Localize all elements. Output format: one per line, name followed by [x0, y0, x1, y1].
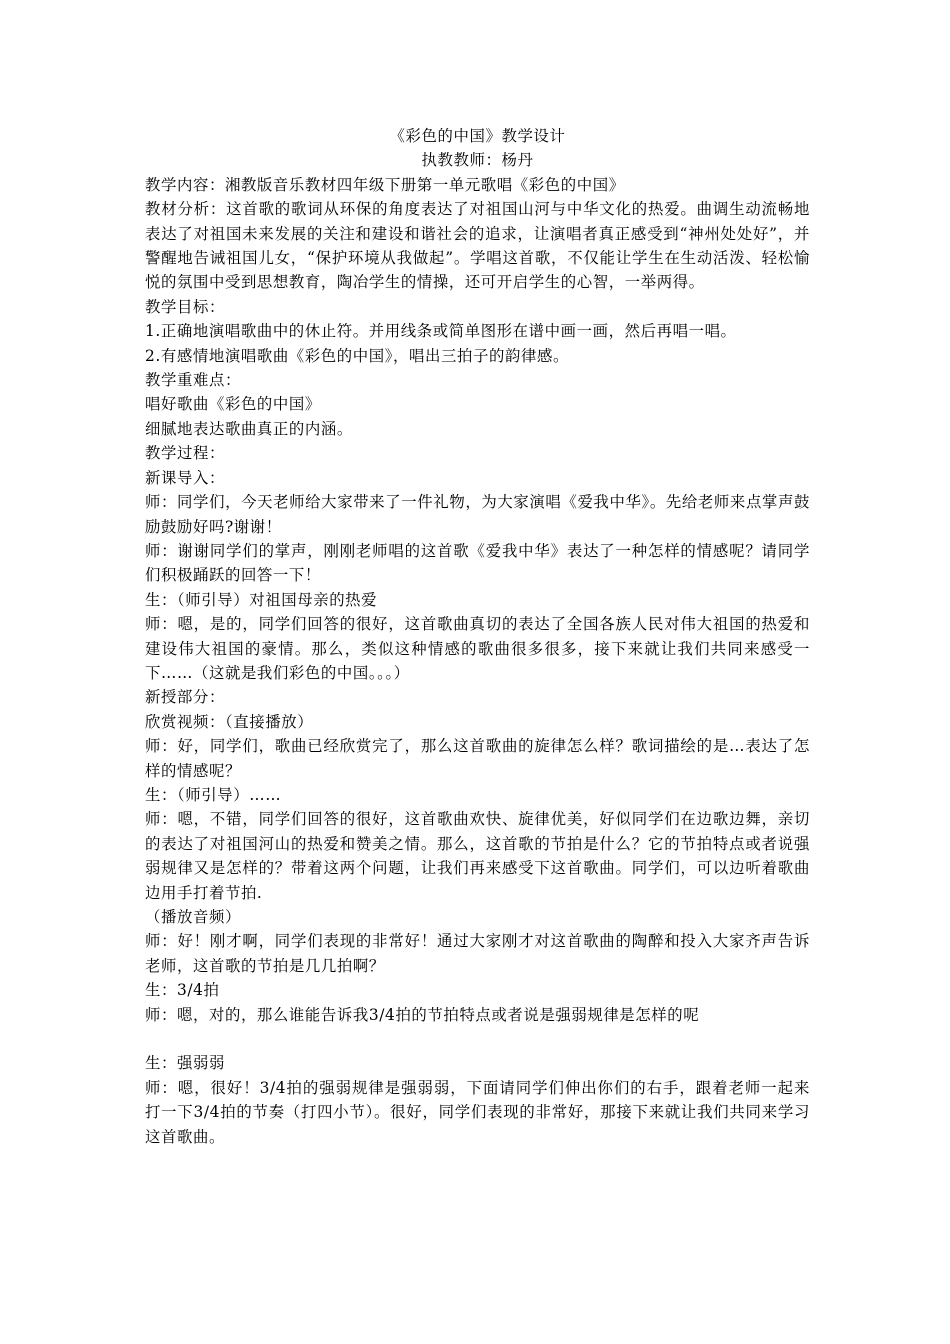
paragraph: 生：强弱弱 [145, 1054, 225, 1073]
paragraph: 2.有感情地演唱歌曲《彩色的中国》，唱出三拍子的韵律感。 [145, 346, 569, 365]
paragraph: 师：嗯，是的，同学们回答的很好，这首歌曲真切的表达了全国各族人民对伟大祖国的热爱和建设伟大祖国的豪情。那么，类似这种情感的歌曲很多很多，接下来就让我们共同来感受一下……（这就是我们彩色的中国。。。） [145, 615, 810, 682]
paragraph: 师：嗯，对的，那么谁能告诉我3/4拍的节拍特点或者说是强弱规律是怎样的呢 [145, 1005, 700, 1024]
teacher-name: 执教教师：杨丹 [421, 151, 534, 170]
paragraph: 1.正确地演唱歌曲中的休止符。并用线条或简单图形在谱中画一画，然后再唱一唱。 [145, 322, 737, 341]
paragraph: 师：嗯，不错，同学们回答的很好，这首歌曲欢快、旋律优美，好似同学们在边歌边舞，亲切的表达了对祖国河山的热爱和赞美之情。那么，这首歌的节拍是什么？它的节拍特点或者说强弱规律又是怎样的？带着这两个问题，让我们再来感受下这首歌曲。同学们，可以边听着歌曲边用手打着节拍. [145, 810, 810, 902]
paragraph: 师：好，同学们，歌曲已经欣赏完了，那么这首歌曲的旋律怎么样？歌词描绘的是…表达了怎样的情感呢？ [145, 737, 810, 780]
paragraph: 教学目标： [145, 297, 225, 316]
paragraph: 师：谢谢同学们的掌声，刚刚老师唱的这首歌《爱我中华》表达了一种怎样的情感呢？请同学们积极踊跃的回答一下！ [145, 541, 810, 585]
document-title: 《彩色的中国》教学设计 [389, 127, 566, 145]
paragraph: 师：嗯，很好！3/4拍的强弱规律是强弱弱，下面请同学们伸出你们的右手，跟着老师一起来打一下3/4拍的节奏（打四小节）。很好，同学们表现的非常好，那接下来就让我们共同来学习这首歌曲。 [145, 1078, 810, 1146]
paragraph: 欣赏视频：（直接播放） [145, 712, 314, 731]
paragraph: 师：好！刚才啊，同学们表现的非常好！通过大家刚才对这首歌曲的陶醉和投入大家齐声告诉老师，这首歌的节拍是几几拍啊？ [145, 932, 810, 975]
paragraph: 教材分析：这首歌的歌词从环保的角度表达了对祖国山河与中华文化的热爱。曲调生动流畅地表达了对祖国未来发展的关注和建设和谐社会的追求，让演唱者真正感受到“神州处处好”，并警醒地告诫祖国儿女，“保护环境从我做起”。学唱这首歌，不仅能让学生在生动活泼、轻松愉悦的氛围中受到思想教育，陶冶学生的情操，还可开启学生的心智，一举两得。 [145, 200, 810, 292]
paragraph: 教学过程： [145, 444, 225, 463]
paragraph [145, 1027, 810, 1051]
document-body [145, 124, 810, 1149]
paragraph: 生：3/4拍 [145, 981, 220, 1000]
paragraph: 新授部分： [145, 688, 225, 707]
paragraph: 唱好歌曲《彩色的中国》 [145, 395, 321, 414]
paragraph: 生：（师引导）…… [145, 785, 282, 804]
paragraph: 细腻地表达歌曲真正的内涵。 [145, 419, 353, 438]
paragraph: 教学重难点： [145, 371, 241, 390]
paragraph: （播放音频） [145, 908, 241, 926]
paragraph-list [145, 173, 810, 1149]
paragraph: 生：（师引导）对祖国母亲的热爱 [145, 590, 378, 609]
paragraph: 教学内容：湘教版音乐教材四年级下册第一单元歌唱《彩色的中国》 [145, 175, 625, 194]
paragraph: 师：同学们，今天老师给大家带来了一件礼物，为大家演唱《爱我中华》。先给老师来点掌声鼓励鼓励好吗?谢谢！ [145, 493, 810, 536]
paragraph: 新课导入： [145, 468, 225, 487]
